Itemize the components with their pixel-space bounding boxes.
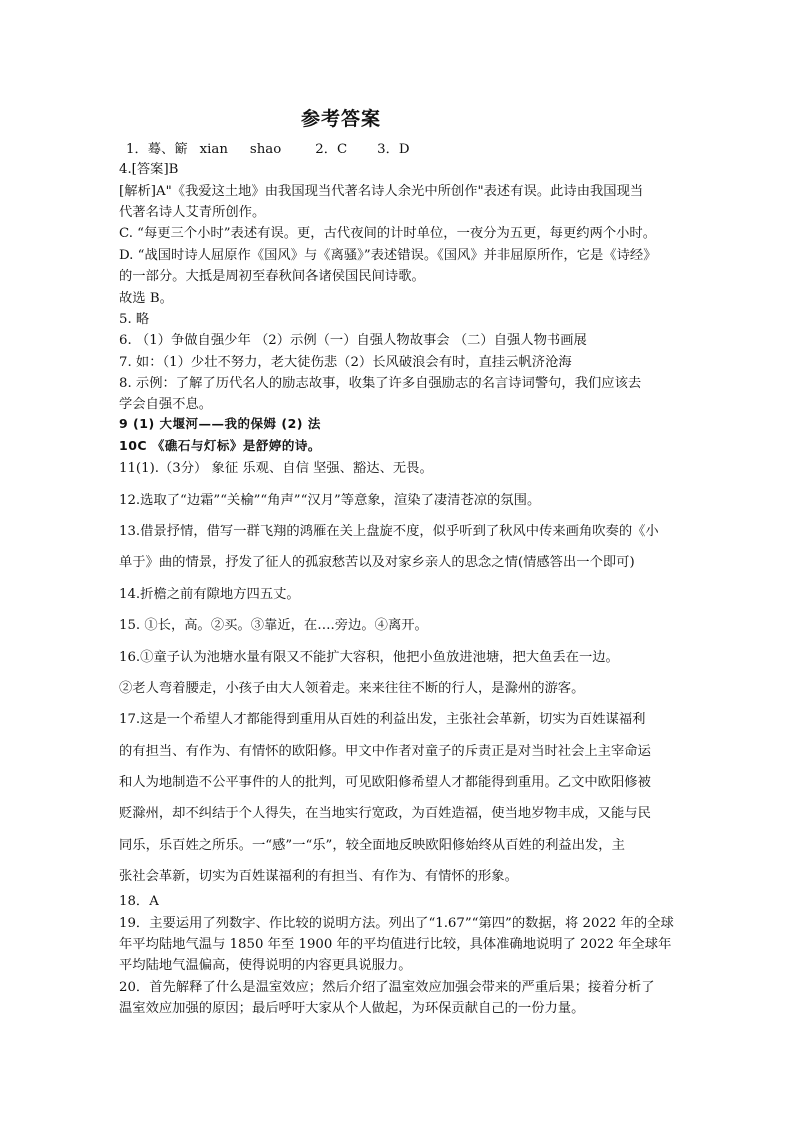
answer-line: 年平均陆地气温与 1850 年至 1900 年的平均值进行比较，具体准确地说明了 2022 年全球年 — [119, 937, 672, 952]
answer-line: 16.①童子认为池塘水量有限又不能扩大容积，他把小鱼放进池塘，把大鱼丢在一边。 — [119, 650, 619, 665]
answer-line: 温室效应加强的原因；最后呼吁大家从个人做起，为环保贡献自己的一份力量。 — [119, 1001, 585, 1016]
answer-line: 12.选取了“边霜”“关榆”“角声”“汉月”等意象，渲染了凄清苍凉的氛围。 — [119, 493, 541, 508]
answer-line: 8. 示例：了解了历代名人的励志故事，收集了许多自强励志的名言诗词警句，我们应该去 — [119, 376, 642, 391]
answer-line: 代著名诗人艾青所创作。 — [119, 205, 266, 220]
answer-line: 19．主要运用了列数字、作比较的说明方法。列出了“1.67”“第四”的数据，将 2022 年的全球 — [119, 916, 674, 931]
answer-line: 15. ①长，高。②买。③靠近，在….旁边。④离开。 — [119, 618, 428, 633]
q1-pinyin-1: xian — [199, 142, 228, 157]
page-title: 参考答案 — [300, 108, 381, 130]
answer-line: ②老人弯着腰走，小孩子由大人领着走。来来往往不断的行人，是滁州的游客。 — [119, 681, 585, 696]
answer-line: D. “战国时诗人屈原作《国风》与《离骚》”表述错误。《国风》并非屈原所作，它是《诗经》 — [119, 248, 657, 263]
answer-line: 18．A — [119, 894, 159, 909]
answer-line: C. “每更三个小时”表述有误。更，古代夜间的计时单位，一夜分为五更，每更约两个小时。 — [119, 226, 657, 241]
q2-answer-text: 2．C — [315, 142, 348, 157]
answer-line: 11(1).（3分） 象征 乐观、自信 坚强、豁达、无畏。 — [119, 461, 433, 476]
answer-line: 5. 略 — [119, 312, 150, 327]
q1-pinyin-2: shao — [249, 142, 282, 157]
answer-line: 14.折檐之前有隙地方四五丈。 — [119, 587, 300, 602]
answer-line: 的有担当、有作为、有情怀的欧阳修。甲文中作者对童子的斥责正是对当时社会上主宰命运 — [119, 744, 651, 759]
q1-words: 蓦、簖 — [147, 142, 188, 157]
answer-line: 4.[答案]B — [119, 162, 179, 177]
answer-line: 张社会革新，切实为百姓谋福利的有担当、有作为、有情怀的形象。 — [119, 869, 518, 884]
answer-line: 17.这是一个希望人才都能得到重用从百姓的利益出发，主张社会革新，切实为百姓谋福利 — [119, 712, 646, 727]
answer-line-1-3 — [126, 140, 410, 159]
answer-line: 平均陆地气温偏高，使得说明的内容更具说服力。 — [119, 958, 412, 973]
answer-line: 20．首先解释了什么是温室效应；然后介绍了温室效应加强会带来的严重后果；接着分析了 — [119, 980, 655, 995]
answer-line: 6. （1）争做自强少年 （2）示例（一）自强人物故事会 （二）自强人物书画展 — [119, 333, 587, 348]
answer-line: 同乐，乐百姓之所乐。一“感”一“乐”，较全面地反映欧阳修始终从百姓的利益出发，主 — [119, 838, 625, 853]
handwritten-answer-10: 10C 《礁石与灯标》是舒婷的诗。 — [119, 438, 321, 453]
q1-number: 1． — [126, 142, 148, 157]
answer-line: 的一部分。大抵是周初至春秋间各诸侯国民间诗歌。 — [119, 269, 425, 284]
answer-line: 贬滁州，却不纠结于个人得失，在当地实行宽政，为百姓造福，使当地岁物丰成，又能与民 — [119, 806, 651, 821]
handwritten-answer-9: 9 (1) 大堰河——我的保姆 (2) 法 — [119, 416, 321, 431]
answer-line: 和人为地制造不公平事件的人的批判，可见欧阳修希望人才都能得到重用。乙文中欧阳修被 — [119, 775, 651, 790]
q3-answer: 3．D — [377, 142, 410, 157]
answer-line: 7. 如：（1）少壮不努力，老大徒伤悲（2）长风破浪会有时，直挂云帆济沧海 — [119, 355, 572, 370]
answer-line: 13.借景抒情，借写一群飞翔的鸿雁在关上盘旋不度，似乎听到了秋风中传来画角吹奏的《小 — [119, 524, 659, 539]
answer-line: 故选 B。 — [119, 291, 173, 306]
answer-line: [解析]A"《我爱这土地》由我国现当代著名诗人余光中所创作"表述有误。此诗由我国现当 — [119, 184, 644, 199]
answer-line: 学会自强不息。 — [119, 397, 213, 412]
answer-line: 单于》曲的情景，抒发了征人的孤寂愁苦以及对家乡亲人的思念之情(情感答出一个即可) — [119, 555, 635, 570]
